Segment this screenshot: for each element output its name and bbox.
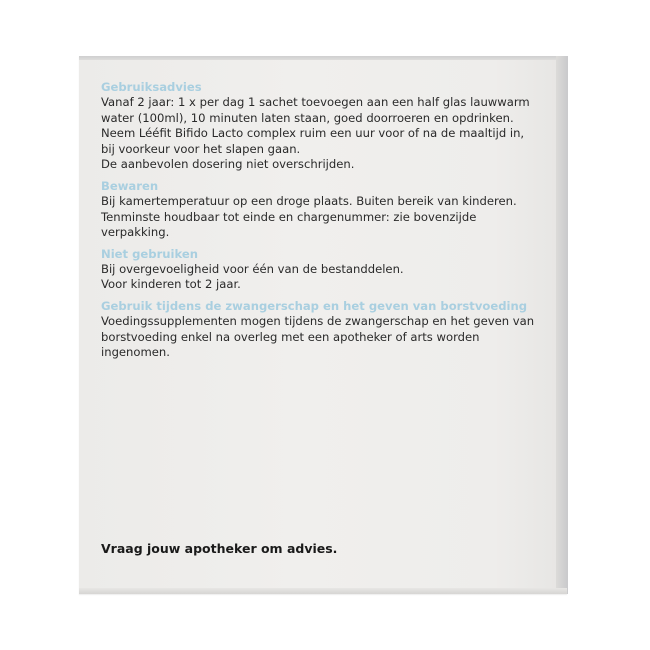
section-paragraph: Bij overgevoeligheid voor één van de bestanddelen.: [101, 261, 404, 276]
instructions-text-block: [101, 80, 541, 367]
section-paragraph: Voor kinderen tot 2 jaar.: [101, 277, 241, 292]
section-paragraph: De aanbevolen dosering niet overschrijden.: [101, 157, 355, 172]
section-paragraph: Vanaf 2 jaar: 1 x per dag 1 sachet toevoegen aan een half glas lauwwarm water (100ml), 10 minuten laten staan, goed doorroeren en opdrinken.: [101, 95, 530, 125]
section-heading: Bewaren: [101, 178, 159, 193]
package-top-edge: [79, 56, 567, 60]
section-heading: Gebruik tijdens de zwangerschap en het geven van borstvoeding: [101, 298, 528, 313]
section-heading: Gebruiksadvies: [101, 80, 202, 94]
section-zwangerschap: [101, 299, 541, 361]
package-bottom-edge: [79, 588, 567, 594]
section-heading: Niet gebruiken: [101, 246, 199, 261]
section-gebruiksadvies: [101, 80, 541, 173]
section-bewaren: [101, 179, 541, 241]
section-niet-gebruiken: [101, 247, 541, 293]
advice-footer: Vraag jouw apotheker om advies.: [101, 541, 338, 556]
section-paragraph: Bij kamertemperatuur op een droge plaats. Buiten bereik van kinderen. Tenminste houdbaar tot einde en chargenummer: zie bovenzijde verpakking.: [101, 193, 517, 240]
section-paragraph: Neem Lééfit Bifido Lacto complex ruim een uur voor of na de maaltijd in, bij voorkeur voor het slapen gaan.: [101, 126, 525, 156]
package-right-edge: [556, 56, 568, 594]
section-paragraph: Voedingssupplementen mogen tijdens de zwangerschap en het geven van borstvoeding enkel na overleg met een apotheker of arts worden ingenomen.: [101, 313, 535, 360]
